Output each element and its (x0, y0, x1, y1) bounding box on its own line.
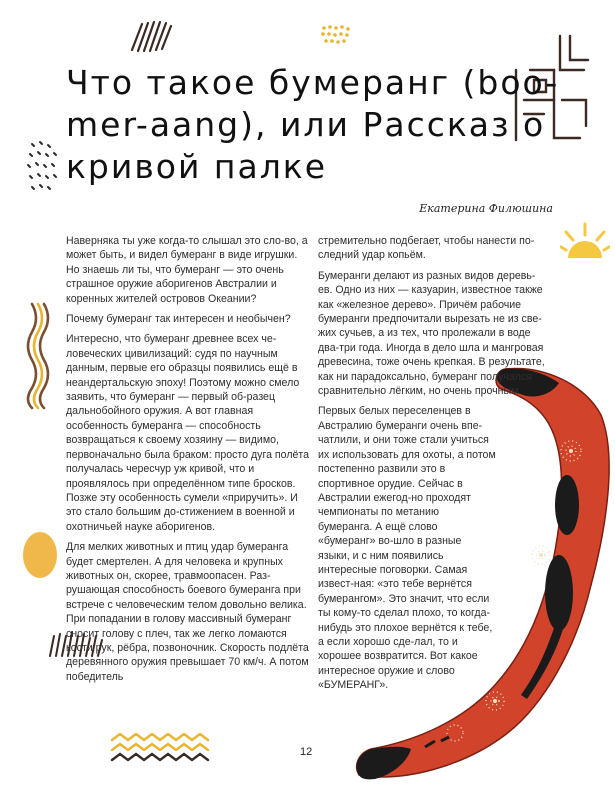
zigzag-pattern-decoration (108, 730, 218, 770)
paragraph: стремительно подбегает, чтобы нанести по-следний удар копьём. (318, 235, 535, 262)
page-title: Что такое бумеранг (boo-mer-aang), или Рассказ о кривой палке (66, 63, 560, 186)
page-number: 12 (300, 746, 313, 758)
author-name: Екатерина Филюшина (419, 202, 553, 215)
paragraph: Бумеранги делают из разных видов деревь-ев. Одно из них — казуарин, известное также как «железное дерево». Причём рабочие бумеранги предпочитали вырезать не из све-жих сучьев, а из тех, что пролежали в воде два-три года. Иногда в дело шла и мангровая древесина, тоже очень крепкая. В результате, как ни парадоксально, бумеранг получался сравнительно лёгким, но очень прочным. (318, 269, 545, 398)
wave-pattern-decoration (26, 300, 50, 410)
paragraph: Для мелких животных и птиц удар бумеранга будет смертелен. А для человека и крупных животных он, скорее, травмоопасен. Раз-рушающая способность боевого бумеранга при встрече с человеческим телом довольно велика. При попадании в голову массивный бумеранг сносит голову с плеч, так же легко ломаются кости рук, рёбра, позвоночник. Скорость подлёта деревянного оружия превышает 70 км/ч. А потом победитель (66, 541, 309, 683)
paragraph: Первых белых переселенцев в Австралию бумеранги очень впе-чатлили, и они тоже стали учиться их использовать для охоты, а потом постепенно развили это в спортивное орудие. Сейчас в Австралии ежегод-но проходят чемпионаты по метанию бумеранга. А ещё слово «бумеранг» во-шло в разные языки, и с ним появились интересные поговорки. Самая извест-ная: «это тебе вернётся бумерангом». Это значит, что если ты кому-то сделал плохо, то когда-нибудь это плохое вернётся к тебе, а если хорошо сде-лал, то и хорошее возвратится. Вот какое интересное оружие и слово «БУМЕРАНГ». (318, 405, 496, 692)
brush-stroke-decoration (128, 18, 176, 54)
article-column-right (318, 234, 558, 699)
paragraph: Почему бумеранг так интересен и необычен? (66, 313, 291, 326)
yellow-dots-decoration (318, 22, 354, 48)
paragraph: Наверняка ты уже когда-то слышал это сло-во, а может быть, и видел бумеранг в виде игрушки. Но знаешь ли ты, что бумеранг — это очень страшное оружие аборигенов Австралии и коренных жителей островов Океании? (66, 235, 308, 305)
yellow-egg-decoration (20, 528, 60, 580)
sun-icon (560, 218, 610, 266)
article-column-left (66, 234, 309, 690)
paragraph: Интересно, что бумеранг древнее всех че-ловеческих цивилизаций: судя по научным данным, первые его образцы появились ещё в неандертальскую эпоху! Поэтому можно смело заявить, что бумеранг — первый об-разец дальнобойного оружия. А вот главная особенность бумеранга — способность возвращаться к своему хозяину — видимо, первоначально была браком: просто дуга полёта получалась чересчур уж кривой, что и проявлялось при определённом типе бросков. Позже эту особенность сумели «приручить». И это стало большим до-стижением в военной и охотничьей науке аборигенов. (66, 333, 310, 533)
dots-cluster-decoration (24, 138, 60, 200)
